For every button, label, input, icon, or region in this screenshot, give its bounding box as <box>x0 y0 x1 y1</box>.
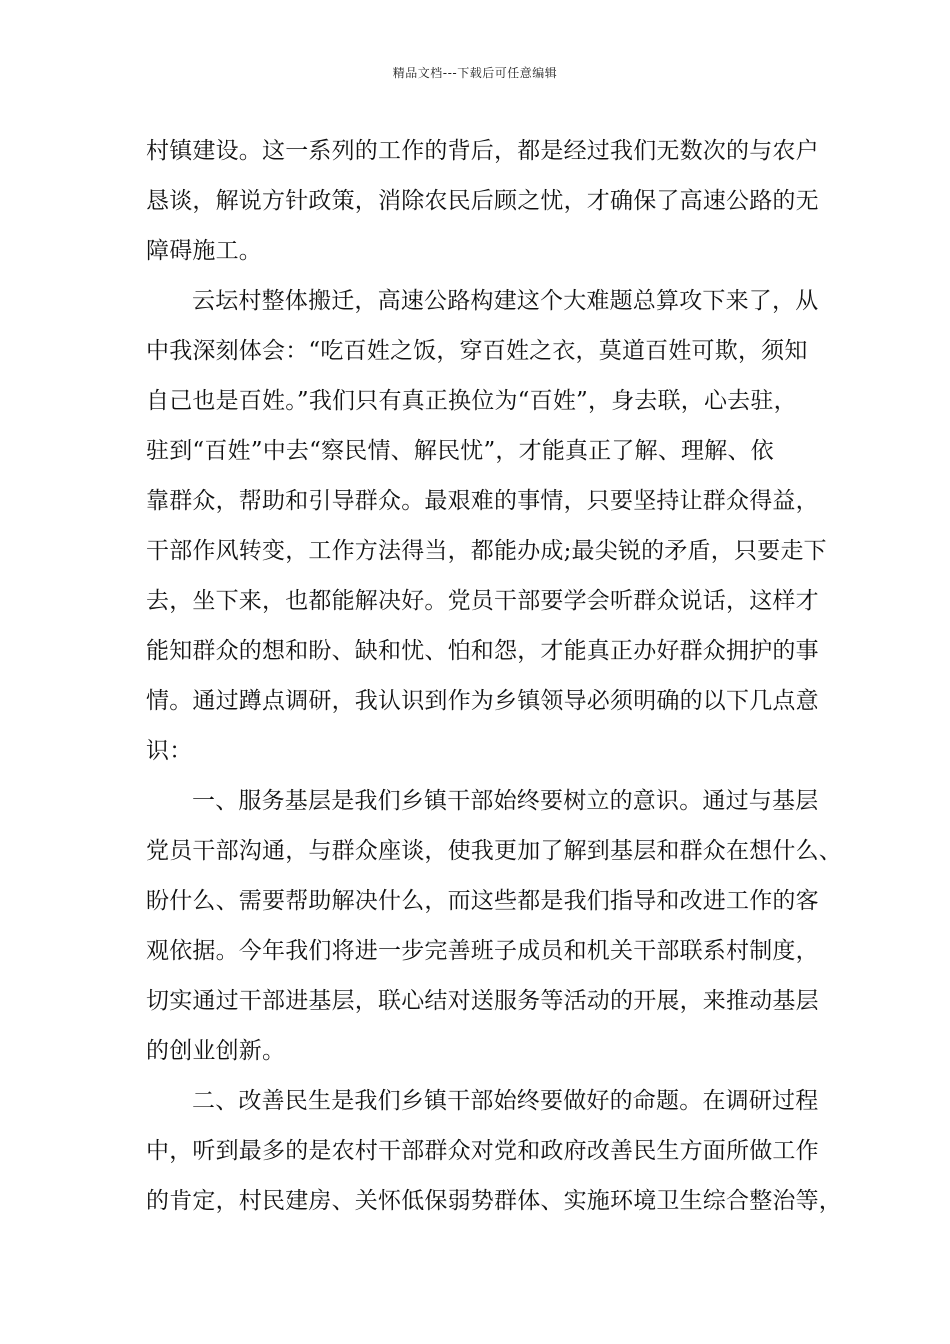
text-line: 能知群众的想和盼、缺和忧、怕和怨，才能真正办好群众拥护的事 <box>146 638 819 664</box>
text-line: 村镇建设。这一系列的工作的背后，都是经过我们无数次的与农户 <box>146 138 819 164</box>
text-line: 去，坐下来，也都能解决好。党员干部要学会听群众说话，这样才 <box>146 588 819 614</box>
text-line: 情。通过蹲点调研，我认识到作为乡镇领导必须明确的以下几点意 <box>146 688 819 714</box>
text-line: 识： <box>146 738 193 764</box>
text-line: 干部作风转变，工作方法得当，都能办成;最尖锐的矛盾，只要走下 <box>146 538 827 564</box>
text-line: 党员干部沟通，与群众座谈，使我更加了解到基层和群众在想什么、 <box>146 838 842 864</box>
paragraph <box>146 126 836 276</box>
text-line: 自己也是百姓。”我们只有真正换位为“百姓”，身去联，心去驻， <box>146 388 797 414</box>
text-line: 中我深刻体会：“吃百姓之饭，穿百姓之衣，莫道百姓可欺，须知 <box>146 338 808 364</box>
text-line: 一、服务基层是我们乡镇干部始终要树立的意识。通过与基层 <box>192 788 819 814</box>
text-line: 的创业创新。 <box>146 1038 286 1064</box>
text-line: 盼什么、需要帮助解决什么，而这些都是我们指导和改进工作的客 <box>146 888 819 914</box>
paragraph <box>146 276 836 776</box>
paragraph <box>146 1076 842 1226</box>
text-line: 靠群众，帮助和引导群众。最艰难的事情，只要坚持让群众得益， <box>146 488 819 514</box>
text-line: 的肯定，村民建房、关怀低保弱势群体、实施环境卫生综合整治等， <box>146 1188 842 1214</box>
document-body <box>146 126 842 1226</box>
text-line: 观依据。今年我们将进一步完善班子成员和机关干部联系村制度， <box>146 938 819 964</box>
text-line: 驻到“百姓”中去“察民情、解民忧”，才能真正了解、理解、依 <box>146 438 774 464</box>
paragraph <box>146 776 842 1076</box>
text-line: 障碍施工。 <box>146 238 262 264</box>
text-line: 中，听到最多的是农村干部群众对党和政府改善民生方面所做工作 <box>146 1138 819 1164</box>
text-line: 二、改善民生是我们乡镇干部始终要做好的命题。在调研过程 <box>192 1088 819 1114</box>
text-line: 恳谈，解说方针政策，消除农民后顾之忧，才确保了高速公路的无 <box>146 188 819 214</box>
text-line: 云坛村整体搬迁，高速公路构建这个大难题总算攻下来了，从 <box>192 288 819 314</box>
page-header: 精品文档---下载后可任意编辑 <box>392 66 558 80</box>
text-line: 切实通过干部进基层，联心结对送服务等活动的开展，来推动基层 <box>146 988 819 1014</box>
